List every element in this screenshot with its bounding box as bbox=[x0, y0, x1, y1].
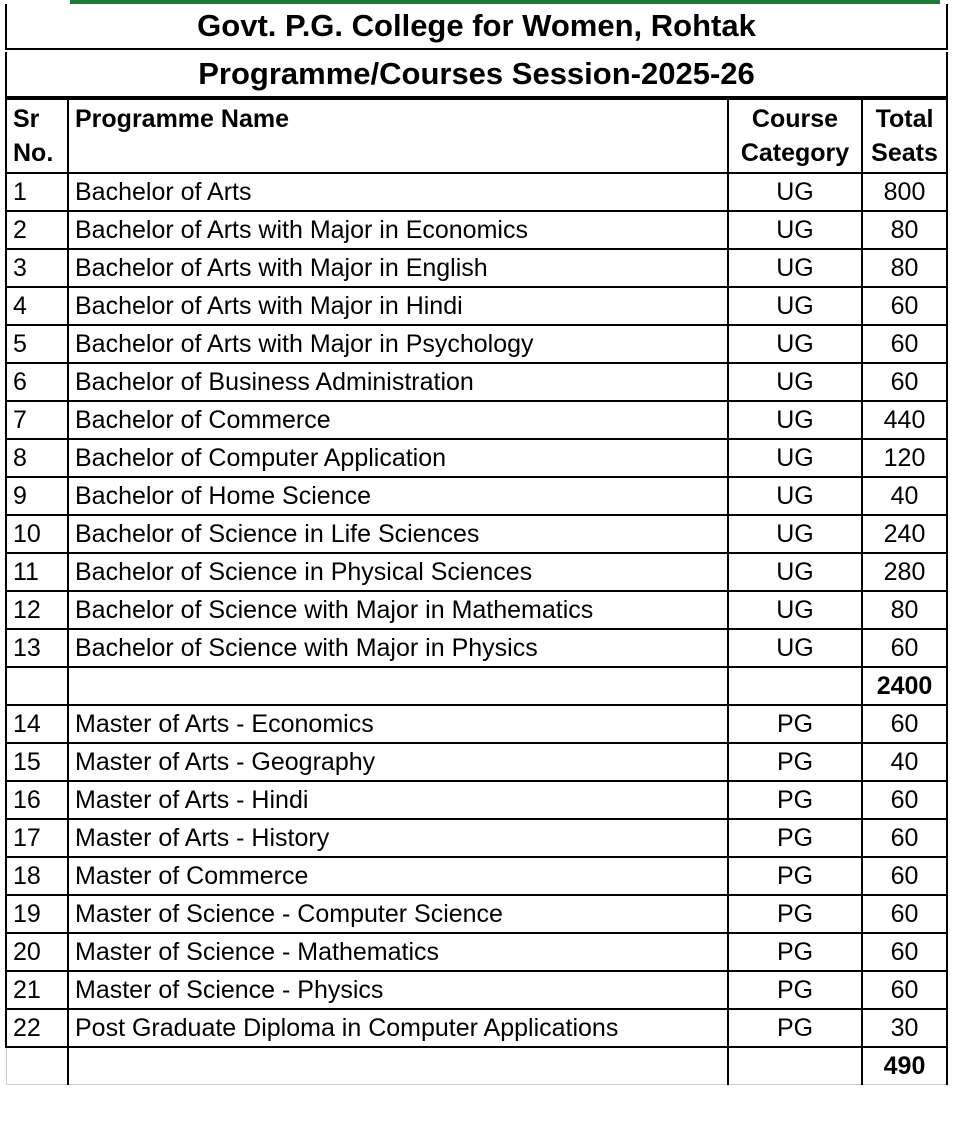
table-row[interactable] bbox=[6, 629, 947, 667]
cell-sr[interactable]: 13 bbox=[6, 629, 68, 667]
cell-sr[interactable]: 7 bbox=[6, 401, 68, 439]
cell-category[interactable]: UG bbox=[728, 287, 862, 325]
cell-sr[interactable]: 17 bbox=[6, 819, 68, 857]
cell-category[interactable]: PG bbox=[728, 1009, 862, 1047]
cell-seats[interactable]: 80 bbox=[862, 591, 947, 629]
table-row[interactable] bbox=[6, 705, 947, 743]
cell-seats[interactable]: 800 bbox=[862, 173, 947, 211]
table-row[interactable] bbox=[6, 819, 947, 857]
college-title: Govt. P.G. College for Women, Rohtak bbox=[5, 4, 948, 50]
cell-name[interactable]: Bachelor of Home Science bbox=[68, 477, 728, 515]
table-row[interactable] bbox=[6, 515, 947, 553]
table-row[interactable] bbox=[6, 363, 947, 401]
cell-name[interactable]: Post Graduate Diploma in Computer Applications bbox=[68, 1009, 728, 1047]
cell-name[interactable]: Bachelor of Arts with Major in English bbox=[68, 249, 728, 287]
cell-sr[interactable]: 4 bbox=[6, 287, 68, 325]
cell-seats[interactable]: 60 bbox=[862, 933, 947, 971]
cell-category[interactable]: UG bbox=[728, 211, 862, 249]
cell-name[interactable]: Bachelor of Business Administration bbox=[68, 363, 728, 401]
cell-sr[interactable]: 1 bbox=[6, 173, 68, 211]
cell-category[interactable]: UG bbox=[728, 477, 862, 515]
cell-seats[interactable]: 280 bbox=[862, 553, 947, 591]
table-row[interactable] bbox=[6, 325, 947, 363]
cell-name[interactable]: Bachelor of Arts with Major in Psychology bbox=[68, 325, 728, 363]
cell-name[interactable]: Master of Arts - Economics bbox=[68, 705, 728, 743]
cell-seats[interactable]: 80 bbox=[862, 211, 947, 249]
col-header-sr-line1: Sr bbox=[13, 105, 40, 133]
table-row[interactable] bbox=[6, 477, 947, 515]
cell-category[interactable]: UG bbox=[728, 439, 862, 477]
cell-category[interactable]: PG bbox=[728, 971, 862, 1009]
cell-name[interactable]: Bachelor of Commerce bbox=[68, 401, 728, 439]
cell-sr[interactable]: 8 bbox=[6, 439, 68, 477]
table-row[interactable] bbox=[6, 743, 947, 781]
cell-empty[interactable] bbox=[6, 1047, 68, 1085]
table-row[interactable] bbox=[6, 971, 947, 1009]
cell-category[interactable]: UG bbox=[728, 249, 862, 287]
pg-total-row[interactable] bbox=[6, 1047, 947, 1085]
cell-seats[interactable]: 60 bbox=[862, 819, 947, 857]
col-header-category-line1: Course bbox=[751, 105, 839, 133]
cell-category[interactable]: PG bbox=[728, 857, 862, 895]
table-row[interactable] bbox=[6, 439, 947, 477]
cell-seats[interactable]: 60 bbox=[862, 287, 947, 325]
cell-seats[interactable]: 120 bbox=[862, 439, 947, 477]
session-title: Programme/Courses Session-2025-26 bbox=[5, 52, 948, 98]
table-row[interactable] bbox=[6, 401, 947, 439]
table-row[interactable] bbox=[6, 933, 947, 971]
cell-category[interactable]: PG bbox=[728, 781, 862, 819]
ug-total-seats[interactable]: 2400 bbox=[862, 667, 947, 705]
cell-name[interactable]: Master of Science - Physics bbox=[68, 971, 728, 1009]
cell-empty[interactable] bbox=[68, 667, 728, 705]
col-header-seats[interactable] bbox=[862, 99, 947, 173]
cell-category[interactable]: UG bbox=[728, 325, 862, 363]
cell-sr[interactable]: 14 bbox=[6, 705, 68, 743]
cell-name[interactable]: Master of Arts - Hindi bbox=[68, 781, 728, 819]
cell-seats[interactable]: 30 bbox=[862, 1009, 947, 1047]
col-header-category[interactable] bbox=[728, 99, 862, 173]
cell-empty[interactable] bbox=[728, 667, 862, 705]
col-header-sr[interactable] bbox=[6, 99, 68, 173]
cell-sr[interactable]: 5 bbox=[6, 325, 68, 363]
cell-sr[interactable]: 10 bbox=[6, 515, 68, 553]
cell-seats[interactable]: 240 bbox=[862, 515, 947, 553]
cell-name[interactable]: Bachelor of Computer Application bbox=[68, 439, 728, 477]
cell-category[interactable]: PG bbox=[728, 743, 862, 781]
cell-category[interactable]: UG bbox=[728, 629, 862, 667]
cell-category[interactable]: UG bbox=[728, 515, 862, 553]
cell-sr[interactable]: 22 bbox=[6, 1009, 68, 1047]
cell-seats[interactable]: 60 bbox=[862, 629, 947, 667]
cell-sr[interactable]: 9 bbox=[6, 477, 68, 515]
cell-name[interactable]: Bachelor of Science in Physical Sciences bbox=[68, 553, 728, 591]
cell-name[interactable]: Master of Commerce bbox=[68, 857, 728, 895]
table-row[interactable] bbox=[6, 287, 947, 325]
cell-seats[interactable]: 60 bbox=[862, 781, 947, 819]
cell-sr[interactable]: 2 bbox=[6, 211, 68, 249]
cell-empty[interactable] bbox=[728, 1047, 862, 1085]
cell-category[interactable]: UG bbox=[728, 553, 862, 591]
col-header-name[interactable]: Programme Name bbox=[68, 99, 728, 173]
cell-name[interactable]: Bachelor of Science in Life Sciences bbox=[68, 515, 728, 553]
cell-sr[interactable]: 20 bbox=[6, 933, 68, 971]
cell-category[interactable]: PG bbox=[728, 933, 862, 971]
cell-seats[interactable]: 440 bbox=[862, 401, 947, 439]
col-header-seats-line1: Total bbox=[875, 105, 934, 133]
cell-seats[interactable]: 60 bbox=[862, 325, 947, 363]
cell-name[interactable]: Master of Science - Mathematics bbox=[68, 933, 728, 971]
cell-name[interactable]: Bachelor of Arts with Major in Hindi bbox=[68, 287, 728, 325]
cell-sr[interactable]: 15 bbox=[6, 743, 68, 781]
cell-sr[interactable]: 18 bbox=[6, 857, 68, 895]
cell-name[interactable]: Bachelor of Arts with Major in Economics bbox=[68, 211, 728, 249]
cell-name[interactable]: Bachelor of Science with Major in Physics bbox=[68, 629, 728, 667]
cell-seats[interactable]: 40 bbox=[862, 743, 947, 781]
cell-sr[interactable]: 11 bbox=[6, 553, 68, 591]
cell-category[interactable]: UG bbox=[728, 401, 862, 439]
cell-name[interactable]: Master of Arts - History bbox=[68, 819, 728, 857]
table-row[interactable] bbox=[6, 781, 947, 819]
cell-sr[interactable]: 3 bbox=[6, 249, 68, 287]
header-row bbox=[6, 99, 947, 173]
table-row[interactable] bbox=[6, 173, 947, 211]
cell-name[interactable]: Bachelor of Arts bbox=[68, 173, 728, 211]
pg-total-seats[interactable]: 490 bbox=[862, 1047, 947, 1085]
cell-category[interactable]: PG bbox=[728, 819, 862, 857]
cell-sr[interactable]: 16 bbox=[6, 781, 68, 819]
col-header-sr-line2: No. bbox=[13, 139, 54, 167]
table-row[interactable] bbox=[6, 211, 947, 249]
cell-name[interactable]: Master of Arts - Geography bbox=[68, 743, 728, 781]
table-row[interactable] bbox=[6, 591, 947, 629]
cell-sr[interactable]: 19 bbox=[6, 895, 68, 933]
cell-seats[interactable]: 60 bbox=[862, 363, 947, 401]
ug-total-row[interactable] bbox=[6, 667, 947, 705]
cell-category[interactable]: UG bbox=[728, 591, 862, 629]
cell-seats[interactable]: 60 bbox=[862, 895, 947, 933]
cell-category[interactable]: UG bbox=[728, 173, 862, 211]
cell-name[interactable]: Bachelor of Science with Major in Mathematics bbox=[68, 591, 728, 629]
cell-seats[interactable]: 60 bbox=[862, 705, 947, 743]
cell-seats[interactable]: 60 bbox=[862, 971, 947, 1009]
cell-category[interactable]: PG bbox=[728, 705, 862, 743]
cell-sr[interactable]: 6 bbox=[6, 363, 68, 401]
cell-category[interactable]: UG bbox=[728, 363, 862, 401]
table-row[interactable] bbox=[6, 553, 947, 591]
table-row[interactable] bbox=[6, 857, 947, 895]
table-row[interactable] bbox=[6, 1009, 947, 1047]
cell-empty[interactable] bbox=[6, 667, 68, 705]
cell-category[interactable]: PG bbox=[728, 895, 862, 933]
cell-seats[interactable]: 60 bbox=[862, 857, 947, 895]
cell-seats[interactable]: 40 bbox=[862, 477, 947, 515]
programme-table bbox=[5, 98, 948, 1085]
col-header-category-line2: Category bbox=[740, 139, 850, 167]
table-row[interactable] bbox=[6, 249, 947, 287]
cell-seats[interactable]: 80 bbox=[862, 249, 947, 287]
cell-sr[interactable]: 12 bbox=[6, 591, 68, 629]
cell-name[interactable]: Master of Science - Computer Science bbox=[68, 895, 728, 933]
cell-empty[interactable] bbox=[68, 1047, 728, 1085]
cell-sr[interactable]: 21 bbox=[6, 971, 68, 1009]
table-row[interactable] bbox=[6, 895, 947, 933]
col-header-seats-line2: Seats bbox=[871, 139, 938, 167]
